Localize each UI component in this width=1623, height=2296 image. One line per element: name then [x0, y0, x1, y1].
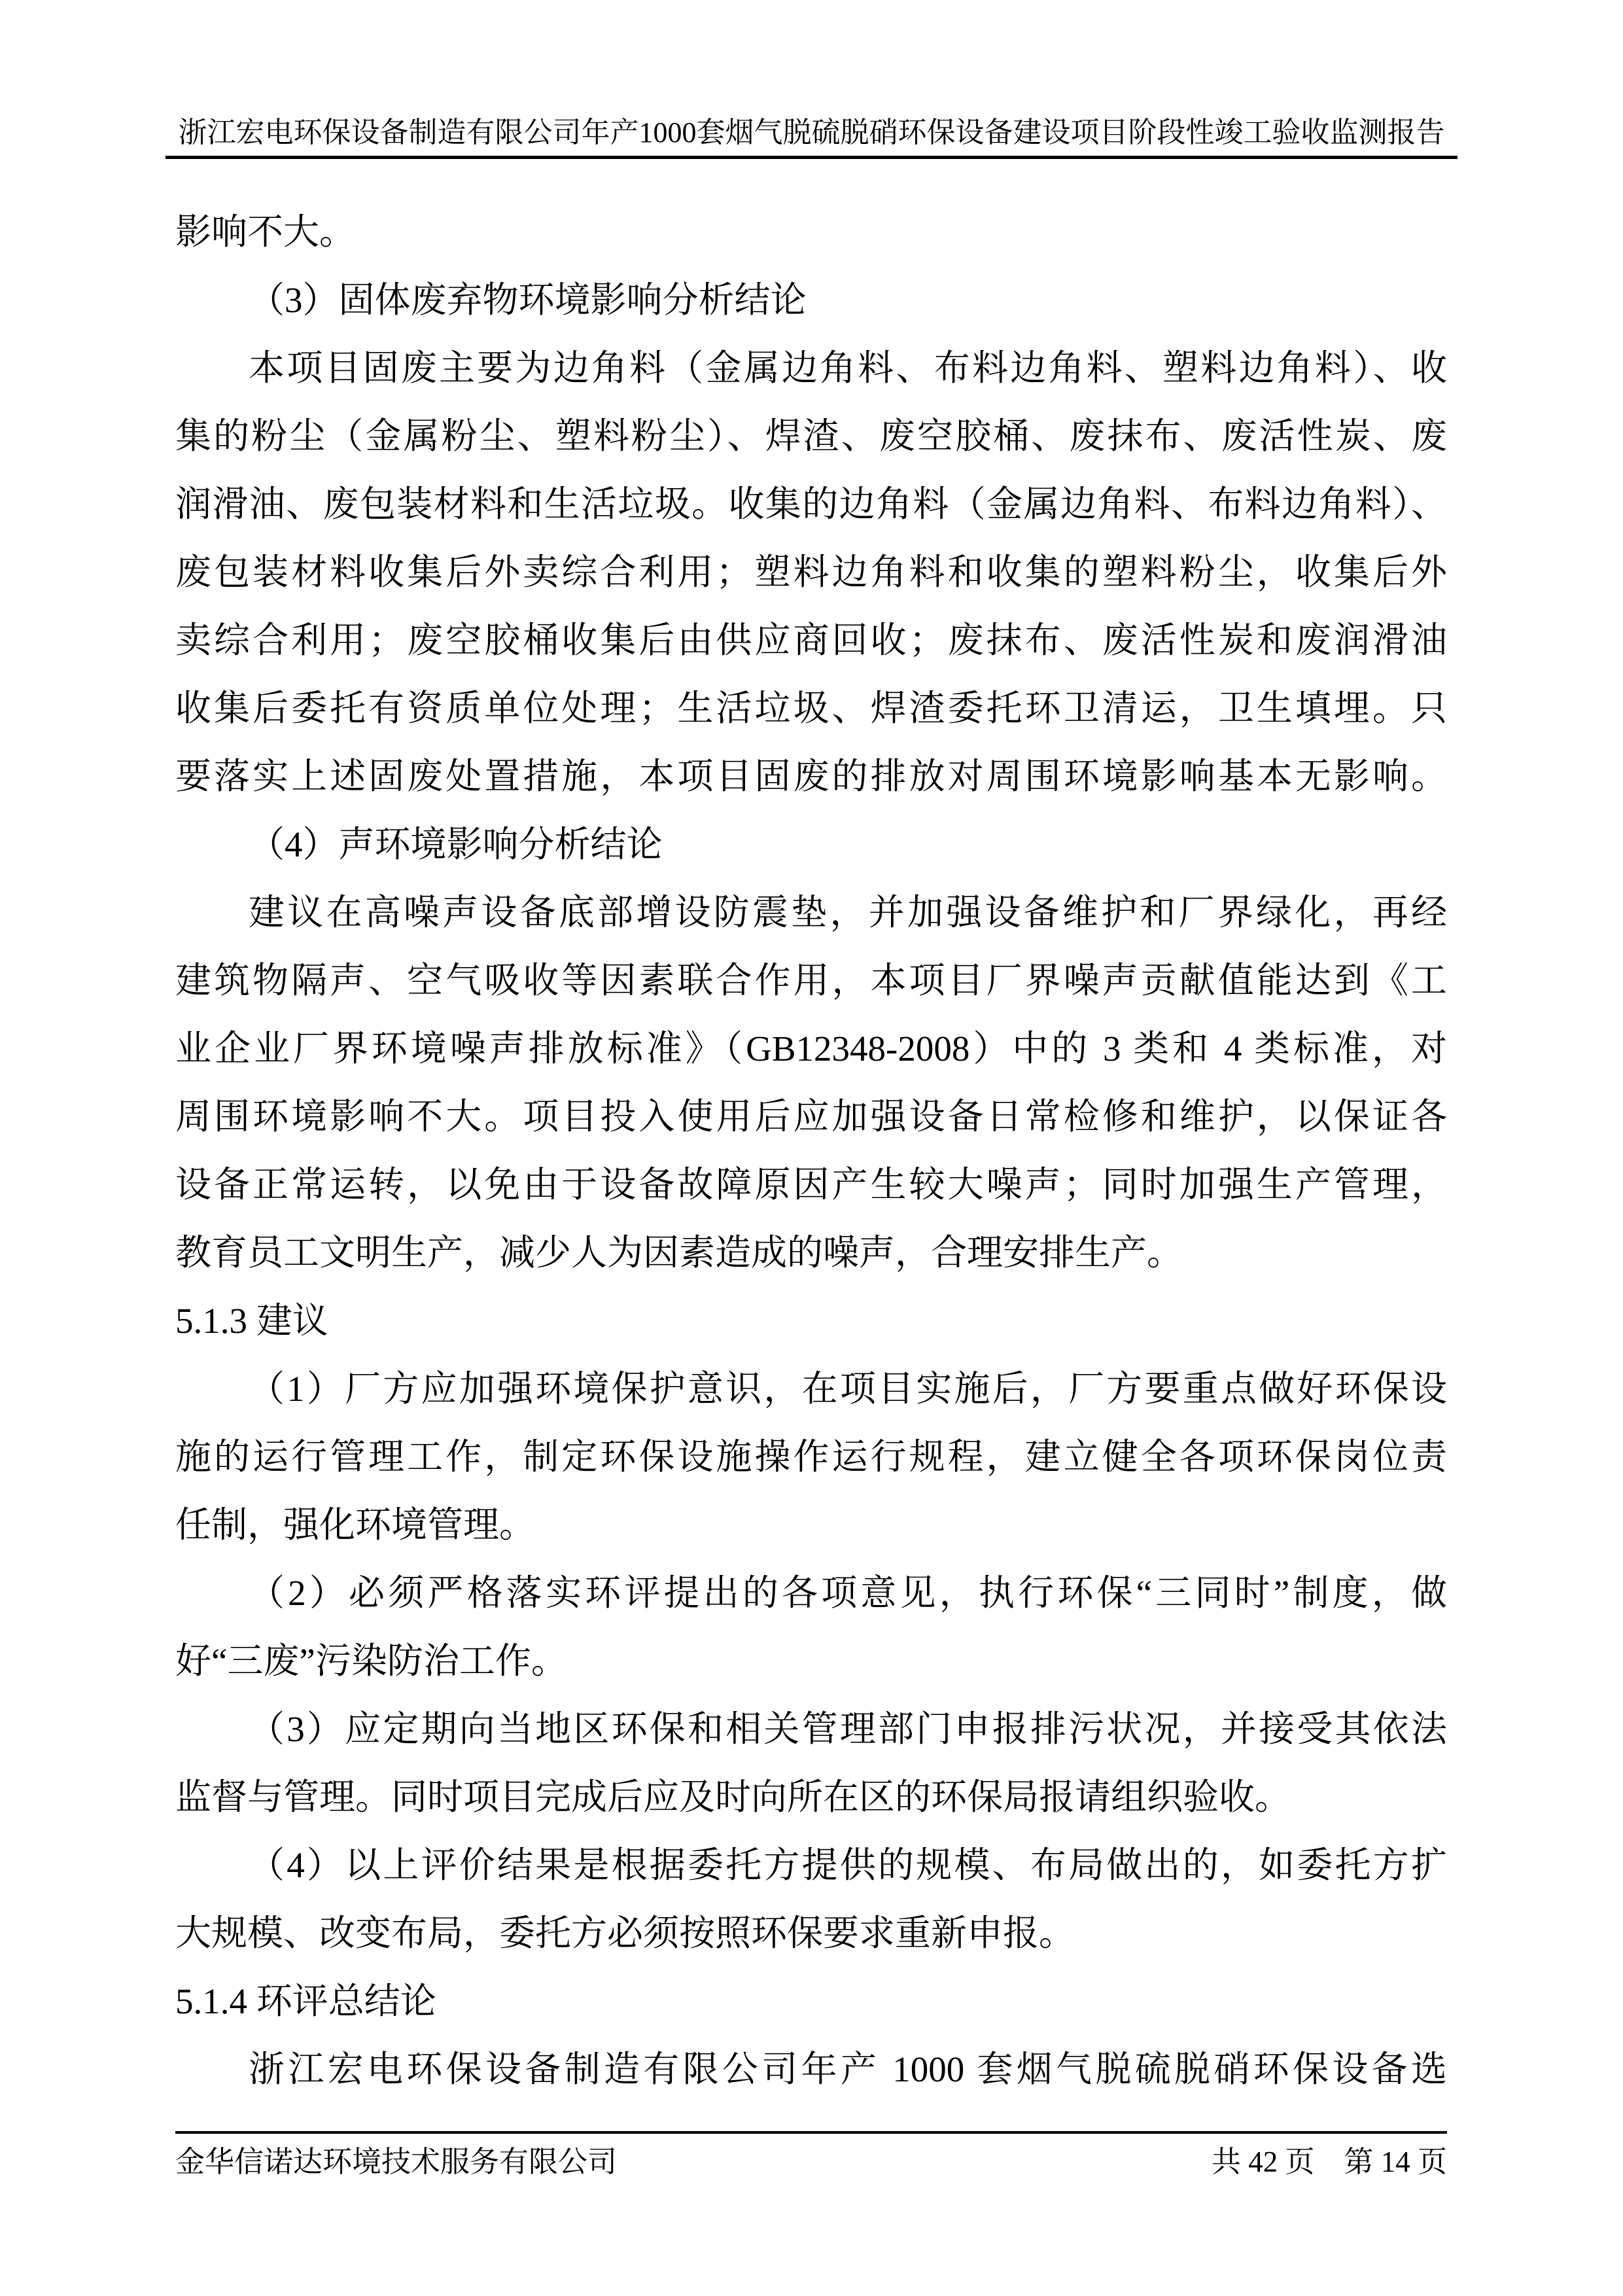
body-line: （2）必须严格落实环评提出的各项意见，执行环保“三同时”制度，做	[249, 1573, 1447, 1613]
body-line: 教育员工文明生产，减少人为因素造成的噪声，合理安排生产。	[175, 1233, 1183, 1273]
footer-company: 金华信诺达环境技术服务有限公司	[175, 2146, 618, 2178]
body-line: 建议在高噪声设备底部增设防震垫，并加强设备维护和厂界绿化，再经	[249, 892, 1447, 932]
body-line: 施的运行管理工作，制定环保设施操作运行规程，建立健全各项环保岗位责	[175, 1437, 1447, 1477]
body-line: （4）以上评价结果是根据委托方提供的规模、布局做出的，如委托方扩	[249, 1845, 1447, 1885]
body-line: 业企业厂界环境噪声排放标准》（GB12348-2008）中的 3 类和 4 类标准，对	[175, 1029, 1447, 1069]
body-line: 建筑物隔声、空气吸收等因素联合作用，本项目厂界噪声贡献值能达到《工	[175, 961, 1447, 1000]
body-line: 任制，强化环境管理。	[175, 1505, 536, 1545]
body-line: 周围环境影响不大。项目投入使用后应加强设备日常检修和维护，以保证各	[175, 1097, 1447, 1137]
body-line: （3）应定期向当地区环保和相关管理部门申报排污状况，并接受其依法	[249, 1709, 1447, 1749]
body-line: 好“三废”污染防治工作。	[175, 1641, 567, 1681]
footer-rule	[175, 2131, 1447, 2134]
body-line: 浙江宏电环保设备制造有限公司年产 1000 套烟气脱硫脱硝环保设备选	[249, 2049, 1447, 2089]
body-line: （1）厂方应加强环境保护意识，在项目实施后，厂方要重点做好环保设	[249, 1369, 1447, 1409]
body-line: 润滑油、废包装材料和生活垃圾。收集的边角料（金属边角料、布料边角料）、	[175, 484, 1447, 524]
body-line: （3）固体废弃物环境影响分析结论	[249, 280, 807, 320]
page-footer	[175, 2144, 1447, 2180]
body-line: 影响不大。	[175, 212, 356, 252]
body-line: 5.1.3 建议	[175, 1301, 328, 1341]
document-body	[175, 198, 1447, 2104]
body-line: 废包装材料收集后外卖综合利用；塑料边角料和收集的塑料粉尘，收集后外	[175, 552, 1447, 592]
body-line: 收集后委托有资质单位处理；生活垃圾、焊渣委托环卫清运，卫生填埋。只	[175, 688, 1447, 728]
header-title: 浙江宏电环保设备制造有限公司年产1000套烟气脱硫脱硝环保设备建设项目阶段性竣工验收监测报告	[178, 116, 1445, 149]
body-line: 本项目固废主要为边角料（金属边角料、布料边角料、塑料边角料）、收	[249, 348, 1447, 388]
footer-page-info: 共 42 页 第 14 页	[1211, 2146, 1447, 2178]
body-line: （4）声环境影响分析结论	[249, 824, 663, 864]
body-line: 5.1.4 环评总结论	[175, 1981, 436, 2021]
page-header	[166, 115, 1457, 159]
body-line: 集的粉尘（金属粉尘、塑料粉尘）、焊渣、废空胶桶、废抹布、废活性炭、废	[175, 416, 1447, 456]
body-line: 设备正常运转，以免由于设备故障原因产生较大噪声；同时加强生产管理，	[175, 1165, 1447, 1205]
body-line: 监督与管理。同时项目完成后应及时向所在区的环保局报请组织验收。	[175, 1777, 1291, 1817]
body-line: 大规模、改变布局，委托方必须按照环保要求重新申报。	[175, 1913, 1075, 1953]
body-line: 卖综合利用；废空胶桶收集后由供应商回收；废抹布、废活性炭和废润滑油	[175, 620, 1447, 660]
body-line: 要落实上述固废处置措施，本项目固废的排放对周围环境影响基本无影响。	[175, 756, 1447, 796]
